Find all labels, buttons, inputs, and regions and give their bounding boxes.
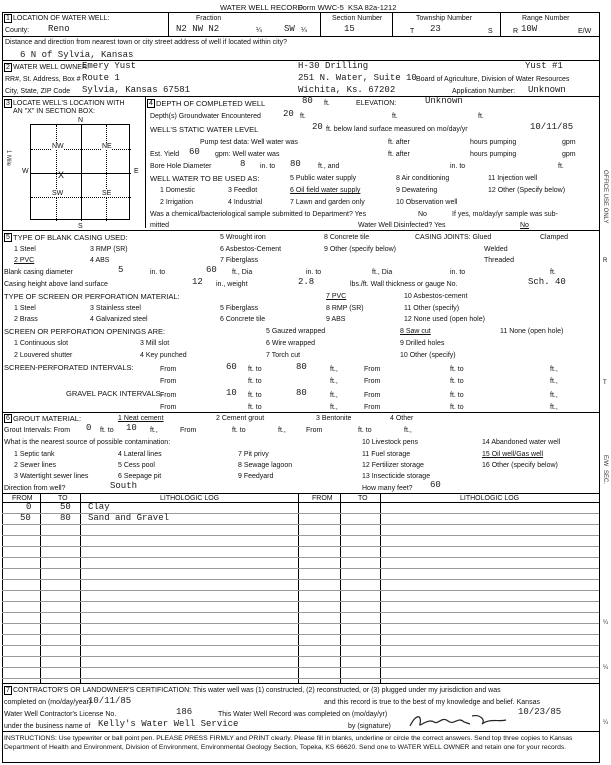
instructions: INSTRUCTIONS: Use typewriter or ball point pen. PLEASE PRESS FIRMLY and PRINT clearly. Please fill in blanks, underline or circle the correct answers. Send top three copies to Kansas Department of Health and Environment, Division of Environment, Environmental Geology Section, Topeka, KS 66620. Send one to WATER WELL OWNER and retain one for your records. xyxy=(4,735,573,751)
sp-from-3: From xyxy=(160,378,177,385)
opening-option: 6 Wire wrapped xyxy=(266,340,316,347)
sp-ft-to-4: ft. to xyxy=(450,378,464,385)
bore-label: Bore Hole Diameter xyxy=(150,163,212,170)
log-from-header: FROM xyxy=(12,495,33,502)
pump-gpm: gpm xyxy=(562,139,576,146)
log-rule xyxy=(2,568,599,569)
gw-ft-2: ft. xyxy=(392,113,398,120)
rule xyxy=(2,731,599,732)
bore-in-to: in. to xyxy=(450,163,466,170)
casing-height-value: 12 xyxy=(192,277,203,287)
fraction-label: Fraction xyxy=(196,15,222,22)
locate-label: LOCATE WELL'S LOCATION WITH xyxy=(13,100,125,107)
use-option: 2 Irrigation xyxy=(160,199,194,206)
quarter-mark: ¼ xyxy=(256,27,262,34)
grout-ft-3: ft., xyxy=(404,427,412,434)
gp-ft-to: ft. to xyxy=(248,392,262,399)
use-option: 9 Dewatering xyxy=(396,187,438,194)
use-option-selected: 6 Oil field water supply xyxy=(290,187,361,194)
casing-diameter-to: in. to xyxy=(150,269,166,276)
blank-casing-label: TYPE OF BLANK CASING USED: xyxy=(13,233,128,242)
casing-diameter-label: Blank casing diameter xyxy=(4,269,73,276)
pump-hours: hours pumping xyxy=(470,139,517,146)
sp-from: From xyxy=(160,366,177,373)
yield-text: gpm: Well water was xyxy=(215,151,280,158)
sp-ft: ft., xyxy=(330,366,338,373)
sp-ft-4: ft., xyxy=(550,378,558,385)
address-value: Route 1 xyxy=(82,73,120,83)
opening-option: 4 Key punched xyxy=(140,352,187,359)
casing-weight-label: in., weight xyxy=(216,281,248,288)
log-rule xyxy=(2,623,599,624)
screen-intervals-label: SCREEN-PERFORATED INTERVALS: xyxy=(4,363,134,372)
static-level-date: 10/11/85 xyxy=(530,122,574,132)
screen-option: 12 None used (open hole) xyxy=(404,316,485,323)
screen-option: 11 Other (specify) xyxy=(404,305,460,312)
frame-top xyxy=(2,12,599,13)
casing-option: 9 Other (specify below) xyxy=(324,246,396,253)
yield-label: Est. Yield xyxy=(150,151,180,158)
completed-date: 10/11/85 xyxy=(88,696,132,706)
board-label: Board of Agriculture, Division of Water Resources xyxy=(416,76,570,83)
use-option: 8 Air conditioning xyxy=(396,175,450,182)
contractor-city: Wichita, Ks. 67202 xyxy=(298,85,396,95)
log-from-header-2: FROM xyxy=(312,495,333,502)
contam-option-selected: 15 Oil well/Gas well xyxy=(482,451,544,458)
screen-to-value: 80 xyxy=(296,362,307,372)
contamination-label: What is the nearest source of possible contamination: xyxy=(4,439,171,446)
compass-n: N xyxy=(78,117,84,124)
city-value: Sylvia, Kansas 67581 xyxy=(82,85,191,95)
casing-clamped: Clamped xyxy=(540,234,569,241)
use-option: 3 Feedlot xyxy=(228,187,258,194)
openings-label: SCREEN OR PERFORATION OPENINGS ARE: xyxy=(4,327,166,336)
log-rule xyxy=(2,634,599,635)
sp-from-2: From xyxy=(364,366,381,373)
contam-option: 9 Feedyard xyxy=(238,473,274,480)
grout-option: 4 Other xyxy=(390,415,414,422)
location-label: LOCATION OF WATER WELL: xyxy=(13,15,110,22)
divider xyxy=(168,12,169,36)
casing-diameter-depth: 60 xyxy=(206,265,217,275)
log-title-header-2: LITHOLOGIC LOG xyxy=(460,495,520,502)
log-rule xyxy=(2,546,599,547)
gp-ft-to-3: ft. to xyxy=(248,404,262,411)
grout-ft-to-3: ft. to xyxy=(358,427,372,434)
contam-option: 3 Watertight sewer lines xyxy=(14,473,89,480)
log-rule xyxy=(2,667,599,668)
compass-e: E xyxy=(134,168,139,175)
how-many-feet-value: 60 xyxy=(430,480,441,490)
contam-option: 12 Fertilizer storage xyxy=(362,462,424,469)
static-level-label: WELL'S STATIC WATER LEVEL xyxy=(150,125,259,134)
screen-option: 5 Fiberglass xyxy=(220,305,259,312)
frame-right xyxy=(599,12,600,763)
section-6-number: 6 xyxy=(6,415,10,422)
quadrant-se: SE xyxy=(102,190,112,197)
casing-option: 6 Asbestos-Cement xyxy=(220,246,282,253)
side-sec: SEC. xyxy=(602,470,608,485)
screen-option: 6 Concrete tile xyxy=(220,316,266,323)
grout-option: 3 Bentonite xyxy=(316,415,352,422)
fraction-sw: SW xyxy=(284,24,295,34)
contam-option: 6 Seepage pit xyxy=(118,473,162,480)
opening-option: 3 Mill slot xyxy=(140,340,170,347)
distance-label: Distance and direction from nearest town or city street address of well if located within city? xyxy=(5,39,288,46)
gravel-to-value: 80 xyxy=(296,388,307,398)
divider xyxy=(392,12,393,36)
record-completed-label: This Water Well Record was completed on (mo/day/yr) xyxy=(218,711,388,718)
gw-ft-3: ft. xyxy=(478,113,484,120)
sp-ft-to: ft. to xyxy=(248,366,262,373)
record-completed-date: 10/23/85 xyxy=(518,707,562,717)
screen-from-value: 60 xyxy=(226,362,237,372)
section-number-value: 15 xyxy=(344,24,355,34)
gp-from-4: From xyxy=(364,404,381,411)
log-rule xyxy=(2,656,599,657)
well-name: Yust #1 xyxy=(525,61,563,71)
contractor-name: H-30 Drilling xyxy=(298,61,369,71)
form-title: WATER WELL RECORD xyxy=(220,3,304,12)
section-1-number: 1 xyxy=(6,15,10,22)
depth-ft: ft. xyxy=(324,100,330,107)
casing-weight-value: 2.8 xyxy=(298,277,315,287)
bore-to: in. to xyxy=(260,163,276,170)
casing-ft-dia-2: ft., Dia xyxy=(372,269,393,276)
frame-bottom xyxy=(2,762,599,763)
contractor-address: 251 N. Water, Suite 10 xyxy=(298,73,417,83)
township-value: 23 xyxy=(430,24,441,34)
disinfected-label: Water Well Disinfected? Yes xyxy=(358,222,446,229)
rule xyxy=(2,36,599,37)
mile-label: 1 Mile xyxy=(5,150,11,167)
sp-ft-to-2: ft. to xyxy=(450,366,464,373)
elevation-value: Unknown xyxy=(425,96,463,106)
bore-value: 8 xyxy=(240,159,246,169)
side-quarter: ¼ xyxy=(603,720,609,726)
contam-option: 4 Lateral lines xyxy=(118,451,162,458)
contam-option: 5 Cess pool xyxy=(118,462,155,469)
township-s: S xyxy=(488,28,493,35)
log-rule xyxy=(2,579,599,580)
well-location-mark: X xyxy=(58,171,65,182)
casing-threaded: Threaded xyxy=(484,257,514,264)
city-label: City, State, ZIP Code xyxy=(5,88,71,95)
log-rule xyxy=(2,590,599,591)
gp-from-3: From xyxy=(160,404,177,411)
contam-option: 7 Pit privy xyxy=(238,451,269,458)
casing-ft-dia: ft., Dia xyxy=(232,269,253,276)
grout-intervals-label: Grout Intervals: From xyxy=(4,427,71,434)
log-rule xyxy=(2,601,599,602)
bore-ft: ft. xyxy=(558,163,564,170)
signature xyxy=(406,712,516,730)
opening-option: 10 Other (specify) xyxy=(400,352,456,359)
opening-option: 11 None (open hole) xyxy=(500,328,564,335)
side-quarter: ¼ xyxy=(603,620,609,626)
rule xyxy=(2,683,599,684)
log-from: 0 xyxy=(26,502,32,512)
opening-option: 7 Torch cut xyxy=(266,352,301,359)
pump-test-label: Pump test data: Well water was xyxy=(200,139,298,146)
opening-option: 9 Drilled holes xyxy=(400,340,445,347)
yield-hours: hours pumping xyxy=(470,151,517,158)
groundwater-1: 20 xyxy=(283,109,294,119)
county-value: Reno xyxy=(48,24,70,34)
casing-gauge-value: Sch. 40 xyxy=(528,277,566,287)
groundwater-label: Depth(s) Groundwater Encountered xyxy=(150,113,261,120)
sp-ft-3: ft., xyxy=(330,378,338,385)
opening-option: 1 Continuous slot xyxy=(14,340,69,347)
casing-option: 5 Wrought iron xyxy=(220,234,266,241)
log-to-header: TO xyxy=(58,495,68,502)
range-label: Range Number xyxy=(522,15,570,22)
log-to-header-2: TO xyxy=(358,495,368,502)
yield-ft-after: ft. after xyxy=(388,151,410,158)
use-option: 4 Industrial xyxy=(228,199,263,206)
casing-option-selected: 2 PVC xyxy=(14,257,35,264)
how-many-feet-label: How many feet? xyxy=(362,485,413,492)
log-description: Sand and Gravel xyxy=(88,513,170,523)
gp-ft-3: ft., xyxy=(330,404,338,411)
form-number: Form WWC-5 xyxy=(298,3,344,12)
casing-joints-label: CASING JOINTS: Glued xyxy=(415,234,492,241)
office-use-label: OFFICE USE ONLY xyxy=(602,170,608,224)
owner-value: Emery Yust xyxy=(82,61,137,71)
log-col xyxy=(40,493,41,683)
rule xyxy=(2,412,599,413)
screen-option: 2 Brass xyxy=(14,316,38,323)
disinfected-no: No xyxy=(520,222,529,229)
fraction-value: N2 NW N2 xyxy=(176,24,220,34)
grout-ft-to-2: ft. to xyxy=(232,427,246,434)
gravel-from-value: 10 xyxy=(226,388,237,398)
pump-ft-after: ft. after xyxy=(388,139,410,146)
use-option: 10 Observation well xyxy=(396,199,458,206)
distance-value: 6 N of Sylvia, Kansas xyxy=(20,50,134,60)
application-value: Unknown xyxy=(528,85,566,95)
opening-option: 2 Louvered shutter xyxy=(14,352,73,359)
frame-left xyxy=(2,12,3,763)
direction-value: South xyxy=(110,481,138,491)
grout-ft-to: ft. to xyxy=(100,427,114,434)
water-use-label: WELL WATER TO BE USED AS: xyxy=(150,174,260,183)
screen-material-label: TYPE OF SCREEN OR PERFORATION MATERIAL: xyxy=(4,292,180,301)
bore-ft-and: ft., and xyxy=(318,163,340,170)
contam-option: 2 Sewer lines xyxy=(14,462,57,469)
use-option: 11 Injection well xyxy=(488,175,538,182)
direction-label: Direction from well? xyxy=(4,485,66,492)
grout-from-2: From xyxy=(180,427,197,434)
screen-option: 1 Steel xyxy=(14,305,36,312)
casing-option: 8 Concrete tile xyxy=(324,234,370,241)
yield-value: 60 xyxy=(189,147,200,157)
chemical-sample-label: Was a chemical/bacteriological sample submitted to Department? Yes xyxy=(150,211,367,218)
log-rule xyxy=(2,535,599,536)
use-option: 5 Public water supply xyxy=(290,175,357,182)
section-5-number: 5 xyxy=(6,234,10,241)
side-r: R xyxy=(603,258,608,264)
range-ew: E/W xyxy=(578,28,592,35)
gp-from-2: From xyxy=(364,392,381,399)
divider xyxy=(145,96,146,228)
contam-option: 16 Other (specify below) xyxy=(482,462,558,469)
range-r: R xyxy=(513,28,519,35)
casing-gauge-label: lbs./ft. Wall thickness or gauge No. xyxy=(350,281,458,288)
address-label: RR#, St. Address, Box # : xyxy=(5,76,85,83)
yield-gpm: gpm xyxy=(562,151,576,158)
log-rule xyxy=(2,557,599,558)
casing-diameter-value: 5 xyxy=(118,265,124,275)
use-option: 1 Domestic xyxy=(160,187,196,194)
submitted-label: mitted xyxy=(150,222,170,229)
gp-from: From xyxy=(160,392,177,399)
side-t: T xyxy=(603,380,607,386)
casing-option: 4 ABS xyxy=(90,257,110,264)
rule xyxy=(2,230,599,231)
bore-depth: 80 xyxy=(290,159,301,169)
screen-option: 4 Galvanized steel xyxy=(90,316,148,323)
ksa-number: KSA 82a-1212 xyxy=(348,3,397,12)
county-label: County: xyxy=(5,27,30,34)
opening-option-selected: 8 Saw cut xyxy=(400,328,431,335)
grout-ft-2: ft., xyxy=(278,427,286,434)
screen-option: 10 Asbestos-cement xyxy=(404,293,468,300)
gravel-pack-label: GRAVEL PACK INTERVALS: xyxy=(66,389,163,398)
log-col xyxy=(380,493,381,683)
chemical-tail: If yes, mo/day/yr sample was sub- xyxy=(452,211,558,218)
casing-option: 1 Steel xyxy=(14,246,36,253)
contam-option: 13 Insecticide storage xyxy=(362,473,431,480)
section-box xyxy=(30,124,130,220)
gp-ft-4: ft., xyxy=(550,404,558,411)
gp-ft-to-4: ft. to xyxy=(450,404,464,411)
township-t: T xyxy=(410,28,415,35)
log-from: 50 xyxy=(20,513,31,523)
contam-option: 1 Septic tank xyxy=(14,451,55,458)
section-7-number: 7 xyxy=(6,687,10,694)
grout-ft: ft., xyxy=(150,427,158,434)
sp-ft-2: ft., xyxy=(550,366,558,373)
range-value: 10W xyxy=(521,24,538,34)
grout-option: 2 Cement grout xyxy=(216,415,265,422)
screen-option: 9 ABS xyxy=(326,316,346,323)
contam-option: 10 Livestock pens xyxy=(362,439,419,446)
sp-from-4: From xyxy=(364,378,381,385)
chemical-no: No xyxy=(418,211,427,218)
grout-to-value: 10 xyxy=(126,423,137,433)
side-quarter: ¼ xyxy=(603,665,609,671)
divider xyxy=(500,12,501,36)
use-option: 7 Lawn and garden only xyxy=(290,199,365,206)
license-label: Water Well Contractor's License No. xyxy=(4,711,117,718)
section-number-label: Section Number xyxy=(332,15,383,22)
log-col xyxy=(80,493,81,683)
contam-option: 14 Abandoned water well xyxy=(482,439,561,446)
casing-option: 3 RMP (SR) xyxy=(90,246,128,253)
log-col xyxy=(298,493,299,683)
quadrant-nw: NW xyxy=(52,143,64,150)
section-3-number: 3 xyxy=(6,100,10,107)
rule xyxy=(2,493,599,494)
log-rule xyxy=(2,524,599,525)
grout-material-label: GROUT MATERIAL: xyxy=(13,414,82,423)
sp-ft-to-3: ft. to xyxy=(248,378,262,385)
contam-option: 11 Fuel storage xyxy=(362,451,411,458)
township-label: Township Number xyxy=(416,15,473,22)
log-rule xyxy=(2,678,599,679)
screen-option: 8 RMP (SR) xyxy=(326,305,364,312)
quarter-mark-2: ¼ xyxy=(301,27,307,34)
casing-ft: ft. xyxy=(550,269,556,276)
depth-label: DEPTH OF COMPLETED WELL xyxy=(156,99,266,108)
contam-option: 8 Sewage lagoon xyxy=(238,462,293,469)
elevation-label: ELEVATION: xyxy=(356,100,397,107)
section-2-number: 2 xyxy=(6,64,10,71)
certification-text: CONTRACTOR'S OR LANDOWNER'S CERTIFICATION: This water well was (1) constructed, (2) reconstructed, or (3) plugged under my jurisdiction and was xyxy=(13,687,501,694)
depth-value: 80 xyxy=(302,96,313,106)
gp-ft-to-2: ft. to xyxy=(450,392,464,399)
locate-label-2: AN "X" IN SECTION BOX: xyxy=(13,108,95,115)
log-rule xyxy=(2,612,599,613)
license-value: 186 xyxy=(176,707,193,717)
certification-text-2: and this record is true to the best of my knowledge and belief. Kansas xyxy=(324,699,540,706)
gp-ft-2: ft., xyxy=(550,392,558,399)
business-name-label: under the business name of xyxy=(4,723,91,730)
static-level-text: ft. below land surface measured on mo/day/yr xyxy=(326,126,468,133)
section-4-number: 4 xyxy=(149,100,153,107)
static-level-value: 20 xyxy=(312,122,323,132)
application-label: Application Number: xyxy=(452,88,516,95)
quadrant-sw: SW xyxy=(52,190,64,197)
grout-from-3: From xyxy=(306,427,323,434)
owner-label: WATER WELL OWNER: xyxy=(13,64,89,71)
signature-label: by (signature) xyxy=(348,723,391,730)
use-option: 12 Other (Specify below) xyxy=(488,187,566,194)
casing-option: 7 Fiberglass xyxy=(220,257,259,264)
side-ew: E/W xyxy=(602,455,608,467)
business-name-value: Kelly's Water Well Service xyxy=(98,719,239,729)
casing-in-to-2: in. to xyxy=(450,269,466,276)
log-title-header: LITHOLOGIC LOG xyxy=(160,495,220,502)
compass-s: S xyxy=(78,223,83,230)
divider xyxy=(320,12,321,36)
casing-welded: Welded xyxy=(484,246,508,253)
log-col xyxy=(340,493,341,683)
gp-ft: ft., xyxy=(330,392,338,399)
log-to: 80 xyxy=(60,513,71,523)
rule xyxy=(2,96,599,97)
quadrant-ne: NE xyxy=(102,143,112,150)
casing-height-label: Casing height above land surface xyxy=(4,281,108,288)
screen-option-selected: 7 PVC xyxy=(326,293,347,300)
grout-from-value: 0 xyxy=(86,423,92,433)
log-description: Clay xyxy=(88,502,110,512)
completed-label: completed on (mo/day/year) xyxy=(4,699,92,706)
screen-option: 3 Stainless steel xyxy=(90,305,141,312)
gw-ft-1: ft. xyxy=(300,113,306,120)
casing-in-to: in. to xyxy=(306,269,322,276)
log-to: 50 xyxy=(60,502,71,512)
compass-w: W xyxy=(22,168,29,175)
grout-option-selected: 1 Neat cement xyxy=(118,415,164,422)
opening-option: 5 Gauzed wrapped xyxy=(266,328,326,335)
log-rule xyxy=(2,645,599,646)
